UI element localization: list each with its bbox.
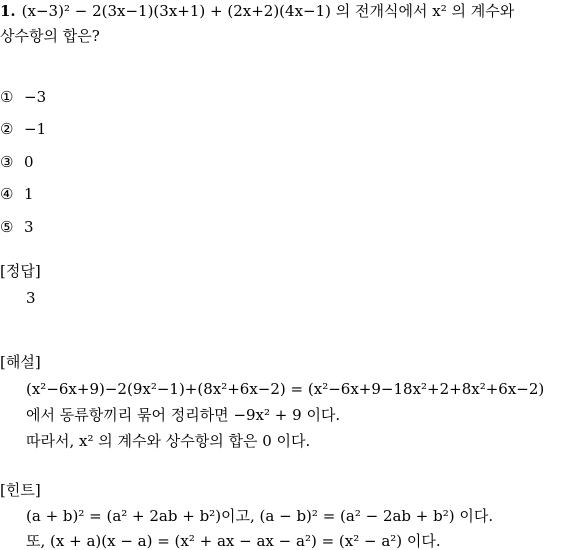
solution-label: [해설] xyxy=(0,353,41,371)
choice-2-text: −1 xyxy=(24,120,47,138)
solution-line-2: 에서 동류항끼리 묶어 정리하면 −9x² + 9 이다. xyxy=(26,406,341,424)
choice-2 xyxy=(0,120,46,138)
choice-5-number: ⑤ xyxy=(0,218,14,236)
question-stem-line-2: 상수항의 합은? xyxy=(0,27,100,45)
question-number: 1. xyxy=(0,2,16,20)
solution-line-3: 따라서, x² 의 계수와 상수항의 합은 0 이다. xyxy=(26,432,311,450)
choice-1 xyxy=(0,88,46,106)
solution-line-1: (x²−6x+9)−2(9x²−1)+(8x²+6x−2) = (x²−6x+9−18x²+2+8x²+6x−2) xyxy=(26,380,545,398)
question-stem-line-1 xyxy=(0,2,514,20)
choice-2-number: ② xyxy=(0,120,14,138)
choice-4-text: 1 xyxy=(24,185,34,203)
choice-5 xyxy=(0,218,34,236)
choice-1-number: ① xyxy=(0,88,14,106)
hint-line-1: (a + b)² = (a² + 2ab + b²)이고, (a − b)² = (a² − 2ab + b²) 이다. xyxy=(26,507,494,525)
hint-line-2: 또, (x + a)(x − a) = (x² + ax − ax − a²) = (x² − a²) 이다. xyxy=(26,532,441,550)
choice-5-text: 3 xyxy=(24,218,34,236)
choice-1-text: −3 xyxy=(24,88,47,106)
choice-4-number: ④ xyxy=(0,185,14,203)
hint-label: [힌트] xyxy=(0,481,41,499)
choice-4 xyxy=(0,185,34,203)
answer-label: [정답] xyxy=(0,262,41,280)
choice-3 xyxy=(0,153,34,171)
choice-3-text: 0 xyxy=(24,153,34,171)
choice-3-number: ③ xyxy=(0,153,14,171)
answer-value: 3 xyxy=(26,289,36,307)
question-stem-text-1: (x−3)² − 2(3x−1)(3x+1) + (2x+2)(4x−1) 의 전개식에서 x² 의 계수와 xyxy=(21,2,515,20)
